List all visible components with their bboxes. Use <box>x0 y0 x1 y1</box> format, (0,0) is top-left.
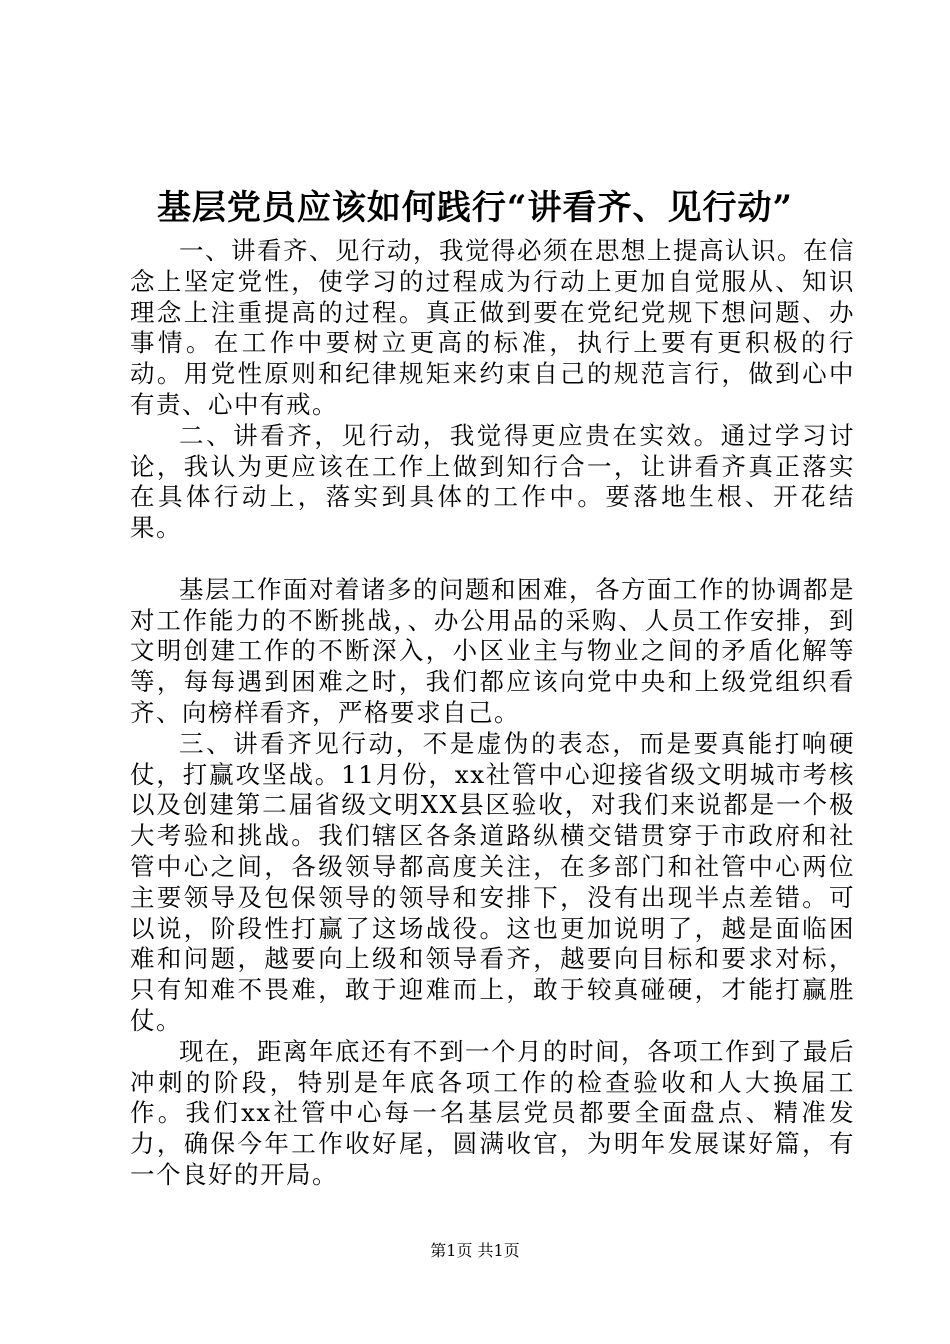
document-body <box>130 236 855 1191</box>
paragraph-2: 二、讲看齐，见行动，我觉得更应贵在实效。通过学习讨论，我认为更应该在工作上做到知行合一，让讲看齐真正落实在具体行动上，落实到具体的工作中。要落地生根、开花结果。 <box>130 420 855 543</box>
paragraph-3: 基层工作面对着诸多的问题和困难，各方面工作的协调都是对工作能力的不断挑战，、办公用品的采购、人员工作安排，到文明创建工作的不断深入，小区业主与物业之间的矛盾化解等等，每每遇到困难之时，我们都应该向党中央和上级党组织看齐、向榜样看齐，严格要求自己。 <box>130 574 855 727</box>
paragraph-4: 三、讲看齐见行动，不是虚伪的表态，而是要真能打响硬仗，打赢攻坚战。11月份，xx社管中心迎接省级文明城市考核以及创建第二届省级文明XX县区验收，对我们来说都是一个极大考验和挑战。我们辖区各条道路纵横交错贯穿于市政府和社管中心之间，各级领导都高度关注，在多部门和社管中心两位主要领导及包保领导的领导和安排下，没有出现半点差错。可以说，阶段性打赢了这场战役。这也更加说明了，越是面临困难和问题，越要向上级和领导看齐，越要向目标和要求对标，只有知难不畏难，敢于迎难而上，敢于较真碰硬，才能打赢胜仗。 <box>130 728 855 1035</box>
paragraph-1: 一、讲看齐、见行动，我觉得必须在思想上提高认识。在信念上坚定党性，使学习的过程成为行动上更加自觉服从、知识理念上注重提高的过程。真正做到要在党纪党规下想问题、办事情。在工作中要树立更高的标准，执行上要有更积极的行动。用党性原则和纪律规矩来约束自己的规范言行，做到心中有责、心中有戒。 <box>130 236 855 419</box>
page-footer: 第1页 共1页 <box>430 1241 520 1260</box>
document-title: 基层党员应该如何践行“讲看齐、见行动” <box>156 188 794 228</box>
paragraph-spacer <box>130 544 855 575</box>
paragraph-5: 现在，距离年底还有不到一个月的时间，各项工作到了最后冲刺的阶段，特别是年底各项工作的检查验收和人大换届工作。我们xx社管中心每一名基层党员都要全面盘点、精准发力，确保今年工作收好尾，圆满收官，为明年发展谋好篇，有一个良好的开局。 <box>130 1036 855 1189</box>
